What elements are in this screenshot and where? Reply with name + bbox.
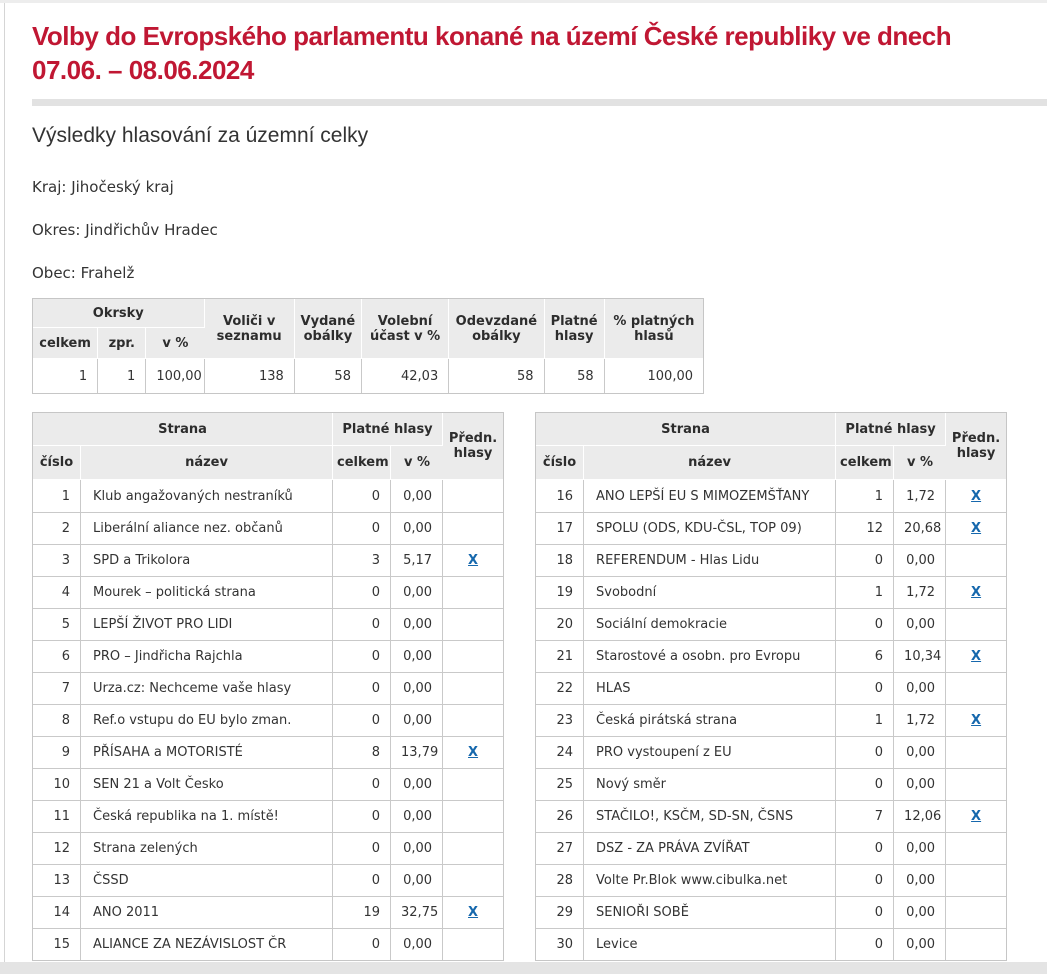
party-vote-percent-cell: 32,75 bbox=[391, 896, 443, 928]
party-vote-percent-cell: 0,00 bbox=[894, 768, 946, 800]
header-okrsky-zpr: zpr. bbox=[98, 328, 146, 359]
party-name-cell: ANO LEPŠÍ EU S MIMOZEMŠŤANY bbox=[584, 480, 836, 512]
party-name-cell: Urza.cz: Nechceme vaše hlasy bbox=[81, 672, 333, 704]
party-row bbox=[536, 896, 1006, 928]
party-name-cell: ČSSD bbox=[81, 864, 333, 896]
party-pref-votes-cell bbox=[443, 896, 503, 928]
party-results-table-left bbox=[32, 412, 504, 961]
preferential-votes-link[interactable]: X bbox=[971, 649, 982, 664]
party-row bbox=[536, 704, 1006, 736]
party-name-cell: Klub angažovaných nestraníků bbox=[81, 480, 333, 512]
party-name-cell: Nový směr bbox=[584, 768, 836, 800]
preferential-votes-link[interactable]: X bbox=[468, 905, 479, 920]
party-row bbox=[33, 864, 503, 896]
header-okrsky-v-pct: v % bbox=[146, 328, 204, 359]
party-name-cell: STAČILO!, KSČM, SD-SN, ČSNS bbox=[584, 800, 836, 832]
party-pref-votes-cell bbox=[443, 672, 503, 704]
okrsky-celkem-value: 1 bbox=[33, 359, 98, 393]
party-vote-percent-cell: 1,72 bbox=[894, 576, 946, 608]
party-row bbox=[536, 608, 1006, 640]
party-pref-votes-cell bbox=[443, 640, 503, 672]
party-name-cell: Sociální demokracie bbox=[584, 608, 836, 640]
district-value: Jindřichův Hradec bbox=[85, 221, 218, 239]
region-value: Jihočeský kraj bbox=[71, 178, 174, 196]
party-pref-votes-cell bbox=[946, 800, 1006, 832]
district-line bbox=[32, 221, 1047, 239]
party-pref-votes-cell bbox=[946, 512, 1006, 544]
party-vote-percent-cell: 0,00 bbox=[894, 864, 946, 896]
party-name-cell: Liberální aliance nez. občanů bbox=[81, 512, 333, 544]
party-pref-votes-cell bbox=[946, 896, 1006, 928]
party-number-cell: 3 bbox=[33, 544, 81, 576]
preferential-votes-link[interactable]: X bbox=[468, 553, 479, 568]
party-vote-percent-cell: 0,00 bbox=[391, 640, 443, 672]
party-vote-percent-cell: 0,00 bbox=[391, 864, 443, 896]
party-row bbox=[536, 800, 1006, 832]
party-vote-percent-cell: 0,00 bbox=[391, 672, 443, 704]
party-pref-votes-cell bbox=[946, 736, 1006, 768]
header-celkem: celkem bbox=[836, 446, 894, 480]
party-row bbox=[33, 512, 503, 544]
party-vote-percent-cell: 0,00 bbox=[391, 928, 443, 960]
party-number-cell: 4 bbox=[33, 576, 81, 608]
party-vote-percent-cell: 1,72 bbox=[894, 704, 946, 736]
volebni-ucast-value: 42,03 bbox=[362, 359, 449, 393]
party-row bbox=[33, 768, 503, 800]
party-pref-votes-cell bbox=[946, 640, 1006, 672]
header-platne-hlasy-group: Platné hlasy bbox=[836, 413, 946, 446]
party-number-cell: 17 bbox=[536, 512, 584, 544]
party-row bbox=[536, 544, 1006, 576]
party-number-cell: 1 bbox=[33, 480, 81, 512]
party-total-votes-cell: 0 bbox=[836, 768, 894, 800]
header-v-pct: v % bbox=[391, 446, 443, 480]
header-volici-v-seznamu: Voliči v seznamu bbox=[205, 299, 295, 359]
party-name-cell: SEN 21 a Volt Česko bbox=[81, 768, 333, 800]
page-left-border bbox=[4, 3, 5, 962]
party-number-cell: 9 bbox=[33, 736, 81, 768]
header-celkem: celkem bbox=[333, 446, 391, 480]
party-total-votes-cell: 0 bbox=[333, 704, 391, 736]
party-number-cell: 20 bbox=[536, 608, 584, 640]
party-vote-percent-cell: 0,00 bbox=[894, 832, 946, 864]
party-number-cell: 19 bbox=[536, 576, 584, 608]
header-predn-hlasy: Předn. hlasy bbox=[946, 413, 1006, 480]
region-label: Kraj: bbox=[32, 178, 67, 196]
party-number-cell: 2 bbox=[33, 512, 81, 544]
party-results-table-right bbox=[535, 412, 1007, 961]
party-pref-votes-cell bbox=[443, 928, 503, 960]
party-row bbox=[536, 928, 1006, 960]
party-tables-row bbox=[32, 412, 1047, 961]
header-strana-group: Strana bbox=[33, 413, 333, 446]
party-vote-percent-cell: 0,00 bbox=[391, 832, 443, 864]
party-name-cell: Česká republika na 1. místě! bbox=[81, 800, 333, 832]
municipality-value: Frahelž bbox=[80, 264, 135, 282]
page-title: Volby do Evropského parlamentu konané na území České republiky ve dnech 07.06. – 08.06.2024 bbox=[32, 21, 952, 85]
party-number-cell: 23 bbox=[536, 704, 584, 736]
party-number-cell: 30 bbox=[536, 928, 584, 960]
party-number-cell: 8 bbox=[33, 704, 81, 736]
title-divider bbox=[32, 99, 1047, 106]
municipality-label: Obec: bbox=[32, 264, 76, 282]
party-row bbox=[33, 640, 503, 672]
header-cislo: číslo bbox=[536, 446, 584, 480]
header-nazev: název bbox=[81, 446, 333, 480]
party-row bbox=[33, 736, 503, 768]
party-pref-votes-cell bbox=[443, 736, 503, 768]
party-pref-votes-cell bbox=[443, 832, 503, 864]
party-number-cell: 13 bbox=[33, 864, 81, 896]
party-name-cell: Strana zelených bbox=[81, 832, 333, 864]
party-vote-percent-cell: 10,34 bbox=[894, 640, 946, 672]
party-pref-votes-cell bbox=[443, 864, 503, 896]
party-row bbox=[33, 832, 503, 864]
party-pref-votes-cell bbox=[946, 768, 1006, 800]
turnout-summary-row bbox=[33, 359, 703, 393]
turnout-summary-table bbox=[32, 298, 704, 394]
party-row bbox=[536, 672, 1006, 704]
party-vote-percent-cell: 0,00 bbox=[894, 928, 946, 960]
party-total-votes-cell: 0 bbox=[333, 640, 391, 672]
preferential-votes-link[interactable]: X bbox=[468, 745, 479, 760]
party-vote-percent-cell: 0,00 bbox=[391, 576, 443, 608]
party-number-cell: 18 bbox=[536, 544, 584, 576]
party-total-votes-cell: 0 bbox=[333, 608, 391, 640]
party-name-cell: ANO 2011 bbox=[81, 896, 333, 928]
party-total-votes-cell: 0 bbox=[836, 864, 894, 896]
party-row bbox=[33, 544, 503, 576]
page-top-edge bbox=[0, 0, 1047, 3]
party-vote-percent-cell: 0,00 bbox=[894, 672, 946, 704]
section-heading: Výsledky hlasování za územní celky bbox=[32, 124, 369, 147]
party-number-cell: 14 bbox=[33, 896, 81, 928]
party-number-cell: 26 bbox=[536, 800, 584, 832]
preferential-votes-link[interactable]: X bbox=[971, 809, 982, 824]
party-row bbox=[536, 736, 1006, 768]
party-name-cell: Ref.o vstupu do EU bylo zman. bbox=[81, 704, 333, 736]
party-pref-votes-cell bbox=[443, 512, 503, 544]
party-number-cell: 11 bbox=[33, 800, 81, 832]
party-total-votes-cell: 0 bbox=[333, 576, 391, 608]
header-okrsky-group: Okrsky bbox=[33, 299, 205, 328]
party-name-cell: PŘÍSAHA a MOTORISTÉ bbox=[81, 736, 333, 768]
party-total-votes-cell: 0 bbox=[836, 736, 894, 768]
party-pref-votes-cell bbox=[443, 800, 503, 832]
party-name-cell: SENIOŘI SOBĚ bbox=[584, 896, 836, 928]
party-row bbox=[536, 832, 1006, 864]
party-row bbox=[33, 672, 503, 704]
party-total-votes-cell: 0 bbox=[333, 480, 391, 512]
volici-v-seznamu-value: 138 bbox=[205, 359, 295, 393]
party-row bbox=[33, 576, 503, 608]
party-name-cell: PRO – Jindřicha Rajchla bbox=[81, 640, 333, 672]
header-volebni-ucast: Volební účast v % bbox=[362, 299, 449, 359]
header-platne-hlasy-group: Platné hlasy bbox=[333, 413, 443, 446]
preferential-votes-link[interactable]: X bbox=[971, 521, 982, 536]
header-nazev: název bbox=[584, 446, 836, 480]
vydane-obalky-value: 58 bbox=[295, 359, 362, 393]
party-number-cell: 21 bbox=[536, 640, 584, 672]
party-vote-percent-cell: 1,72 bbox=[894, 480, 946, 512]
party-pref-votes-cell bbox=[946, 928, 1006, 960]
party-name-cell: DSZ - ZA PRÁVA ZVÍŘAT bbox=[584, 832, 836, 864]
party-name-cell: SPD a Trikolora bbox=[81, 544, 333, 576]
odevzdane-obalky-value: 58 bbox=[449, 359, 544, 393]
preferential-votes-link[interactable]: X bbox=[971, 713, 982, 728]
party-total-votes-cell: 1 bbox=[836, 704, 894, 736]
party-vote-percent-cell: 0,00 bbox=[391, 480, 443, 512]
party-number-cell: 28 bbox=[536, 864, 584, 896]
party-pref-votes-cell bbox=[946, 864, 1006, 896]
party-total-votes-cell: 0 bbox=[333, 928, 391, 960]
party-vote-percent-cell: 12,06 bbox=[894, 800, 946, 832]
party-pref-votes-cell bbox=[443, 480, 503, 512]
party-total-votes-cell: 0 bbox=[333, 864, 391, 896]
party-total-votes-cell: 0 bbox=[836, 544, 894, 576]
party-vote-percent-cell: 0,00 bbox=[391, 768, 443, 800]
party-pref-votes-cell bbox=[946, 672, 1006, 704]
party-total-votes-cell: 0 bbox=[333, 800, 391, 832]
party-row bbox=[33, 608, 503, 640]
header-okrsky-celkem: celkem bbox=[33, 328, 98, 359]
party-name-cell: HLAS bbox=[584, 672, 836, 704]
party-pref-votes-cell bbox=[443, 768, 503, 800]
party-pref-votes-cell bbox=[946, 704, 1006, 736]
party-number-cell: 15 bbox=[33, 928, 81, 960]
party-number-cell: 12 bbox=[33, 832, 81, 864]
party-vote-percent-cell: 0,00 bbox=[391, 512, 443, 544]
party-row bbox=[536, 480, 1006, 512]
party-total-votes-cell: 0 bbox=[333, 768, 391, 800]
party-total-votes-cell: 0 bbox=[333, 832, 391, 864]
header-v-pct: v % bbox=[894, 446, 946, 480]
party-name-cell: Česká pirátská strana bbox=[584, 704, 836, 736]
header-predn-hlasy: Předn. hlasy bbox=[443, 413, 503, 480]
district-label: Okres: bbox=[32, 221, 81, 239]
party-row bbox=[33, 480, 503, 512]
header-strana-group: Strana bbox=[536, 413, 836, 446]
party-pref-votes-cell bbox=[443, 608, 503, 640]
party-row bbox=[33, 928, 503, 960]
party-name-cell: LEPŠÍ ŽIVOT PRO LIDI bbox=[81, 608, 333, 640]
page-bottom-bar bbox=[0, 962, 1047, 974]
party-pref-votes-cell bbox=[443, 576, 503, 608]
header-pct-platnych-hlasu: % platných hlasů bbox=[605, 299, 703, 359]
party-vote-percent-cell: 0,00 bbox=[391, 800, 443, 832]
party-number-cell: 16 bbox=[536, 480, 584, 512]
party-vote-percent-cell: 0,00 bbox=[894, 544, 946, 576]
party-total-votes-cell: 0 bbox=[836, 928, 894, 960]
party-total-votes-cell: 0 bbox=[836, 896, 894, 928]
party-vote-percent-cell: 20,68 bbox=[894, 512, 946, 544]
okrsky-v-pct-value: 100,00 bbox=[146, 359, 204, 393]
party-pref-votes-cell bbox=[946, 832, 1006, 864]
party-total-votes-cell: 1 bbox=[836, 480, 894, 512]
party-name-cell: ALIANCE ZA NEZÁVISLOST ČR bbox=[81, 928, 333, 960]
party-pref-votes-cell bbox=[946, 544, 1006, 576]
party-pref-votes-cell bbox=[443, 544, 503, 576]
party-total-votes-cell: 19 bbox=[333, 896, 391, 928]
party-row bbox=[33, 704, 503, 736]
platne-hlasy-value: 58 bbox=[545, 359, 605, 393]
party-vote-percent-cell: 0,00 bbox=[391, 608, 443, 640]
party-total-votes-cell: 8 bbox=[333, 736, 391, 768]
party-row bbox=[536, 576, 1006, 608]
party-number-cell: 25 bbox=[536, 768, 584, 800]
party-vote-percent-cell: 0,00 bbox=[894, 608, 946, 640]
pct-platnych-hlasu-value: 100,00 bbox=[605, 359, 703, 393]
party-row bbox=[536, 640, 1006, 672]
party-number-cell: 10 bbox=[33, 768, 81, 800]
party-number-cell: 7 bbox=[33, 672, 81, 704]
party-name-cell: Starostové a osobn. pro Evropu bbox=[584, 640, 836, 672]
party-total-votes-cell: 0 bbox=[333, 672, 391, 704]
party-row bbox=[33, 896, 503, 928]
party-pref-votes-cell bbox=[443, 704, 503, 736]
party-total-votes-cell: 0 bbox=[836, 608, 894, 640]
party-vote-percent-cell: 0,00 bbox=[894, 896, 946, 928]
preferential-votes-link[interactable]: X bbox=[971, 488, 982, 504]
party-vote-percent-cell: 13,79 bbox=[391, 736, 443, 768]
party-row bbox=[536, 864, 1006, 896]
party-number-cell: 22 bbox=[536, 672, 584, 704]
header-vydane-obalky: Vydané obálky bbox=[295, 299, 362, 359]
party-pref-votes-cell bbox=[946, 480, 1006, 512]
header-platne-hlasy: Platné hlasy bbox=[545, 299, 605, 359]
party-pref-votes-cell bbox=[946, 576, 1006, 608]
party-vote-percent-cell: 5,17 bbox=[391, 544, 443, 576]
party-number-cell: 29 bbox=[536, 896, 584, 928]
municipality-line bbox=[32, 264, 1047, 282]
party-total-votes-cell: 6 bbox=[836, 640, 894, 672]
party-number-cell: 6 bbox=[33, 640, 81, 672]
header-odevzdane-obalky: Odevzdané obálky bbox=[449, 299, 544, 359]
party-name-cell: Volte Pr.Blok www.cibulka.net bbox=[584, 864, 836, 896]
party-name-cell: REFERENDUM - Hlas Lidu bbox=[584, 544, 836, 576]
party-total-votes-cell: 12 bbox=[836, 512, 894, 544]
party-name-cell: Levice bbox=[584, 928, 836, 960]
party-row bbox=[536, 512, 1006, 544]
party-name-cell: PRO vystoupení z EU bbox=[584, 736, 836, 768]
party-name-cell: SPOLU (ODS, KDU-ČSL, TOP 09) bbox=[584, 512, 836, 544]
party-total-votes-cell: 0 bbox=[836, 832, 894, 864]
party-total-votes-cell: 1 bbox=[836, 576, 894, 608]
party-total-votes-cell: 3 bbox=[333, 544, 391, 576]
party-vote-percent-cell: 0,00 bbox=[391, 704, 443, 736]
party-total-votes-cell: 0 bbox=[333, 512, 391, 544]
party-row bbox=[536, 768, 1006, 800]
party-total-votes-cell: 0 bbox=[836, 672, 894, 704]
party-number-cell: 27 bbox=[536, 832, 584, 864]
party-name-cell: Mourek – politická strana bbox=[81, 576, 333, 608]
party-number-cell: 24 bbox=[536, 736, 584, 768]
party-number-cell: 5 bbox=[33, 608, 81, 640]
preferential-votes-link[interactable]: X bbox=[971, 585, 982, 600]
party-total-votes-cell: 7 bbox=[836, 800, 894, 832]
party-name-cell: Svobodní bbox=[584, 576, 836, 608]
party-pref-votes-cell bbox=[946, 608, 1006, 640]
region-line bbox=[32, 178, 1047, 196]
okrsky-zpr-value: 1 bbox=[98, 359, 146, 393]
party-vote-percent-cell: 0,00 bbox=[894, 736, 946, 768]
header-cislo: číslo bbox=[33, 446, 81, 480]
party-row bbox=[33, 800, 503, 832]
